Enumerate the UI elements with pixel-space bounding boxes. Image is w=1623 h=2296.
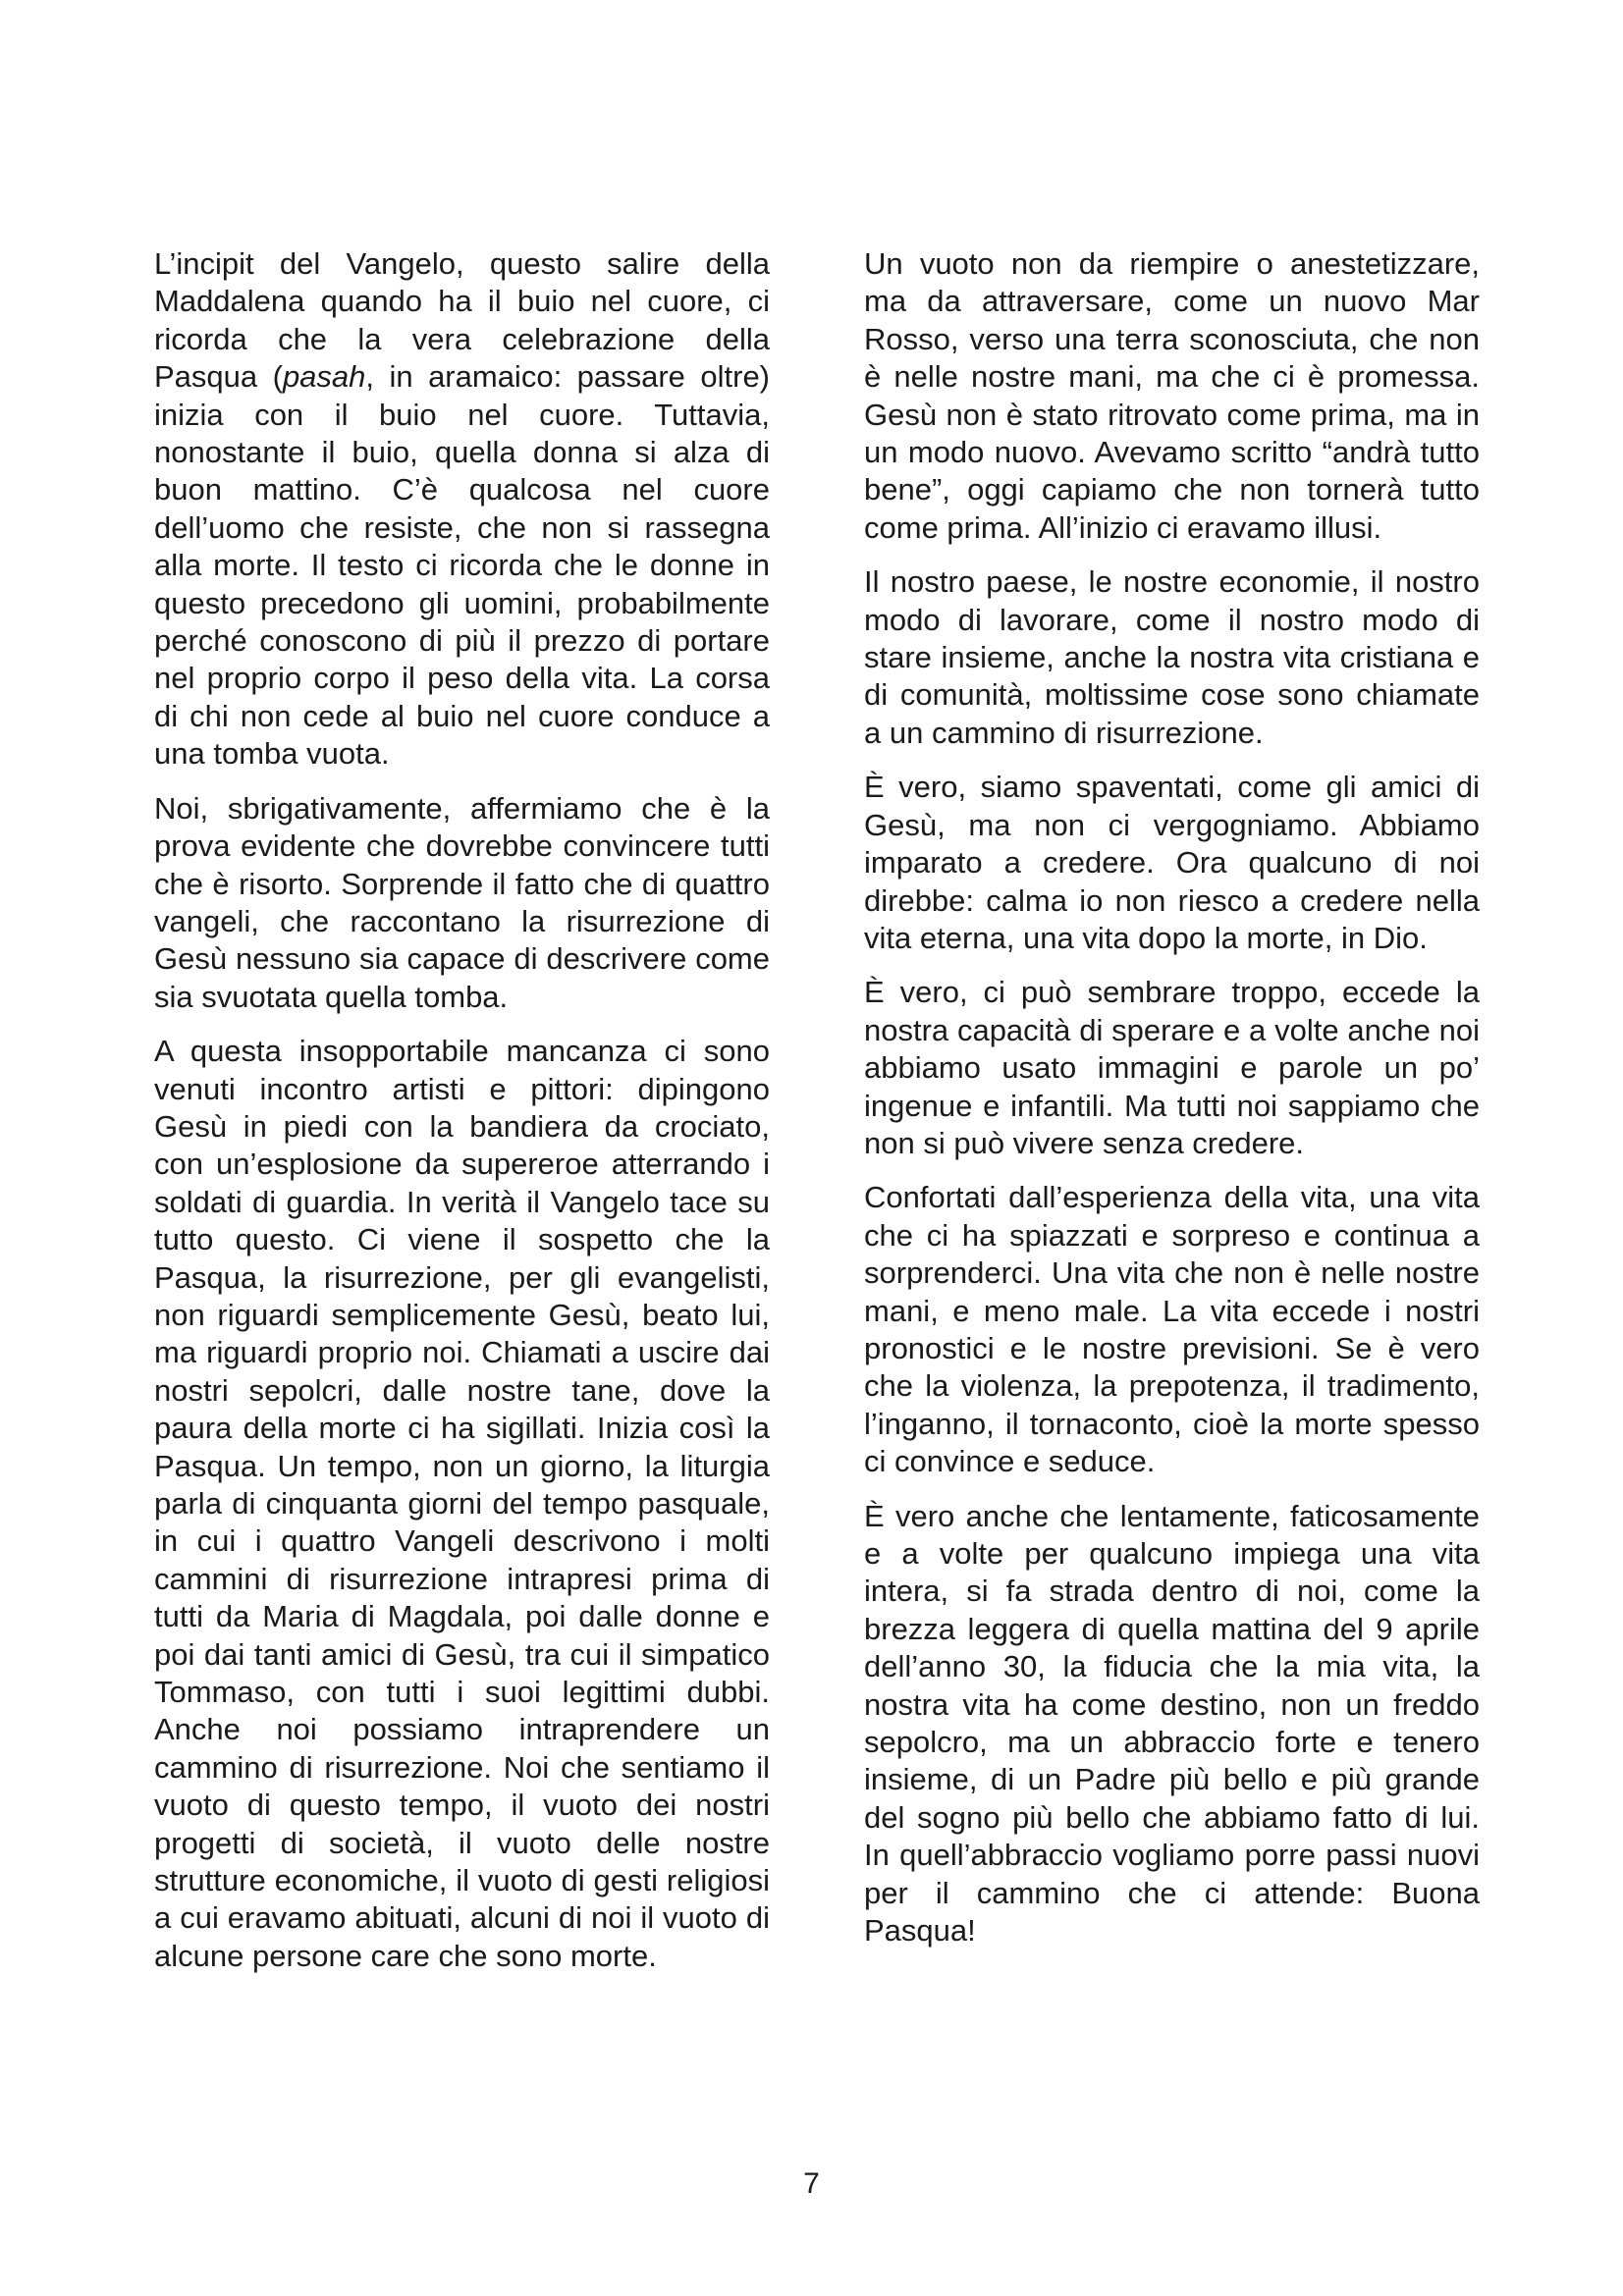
paragraph: È vero, ci può sembrare troppo, eccede la nostra capacità di sperare e a volte anche noi abbiamo usato immagini e parole un po’ ingenue e infantili. Ma tutti noi sappiamo che non si può vivere senza credere. (864, 975, 1480, 1160)
paragraph: È vero, siamo spaventati, come gli amici di Gesù, ma non ci vergogniamo. Abbiamo imparato a credere. Ora qualcuno di noi direbbe: calma io non riesco a credere nella vita eterna, una vita dopo la morte, in Dio. (864, 770, 1480, 955)
paragraph: A questa insopportabile mancanza ci sono venuti incontro artisti e pittori: dipingono Gesù in piedi con la bandiera da crociato, con un’esplosione da supereroe atterrando i soldati di guardia. In verità il Vangelo tace su tutto questo. Ci viene il sospetto che la Pasqua, la risurrezione, per gli evangelisti, non riguardi semplicemente Gesù, beato lui, ma riguardi proprio noi. Chiamati a uscire dai nostri sepolcri, dalle nostre tane, dove la paura della morte ci ha sigillati. Inizia così la Pasqua. Un tempo, non un giorno, la liturgia parla di cinquanta giorni del tempo pasquale, in cui i quattro Vangeli descrivono i molti cammini di risurrezione intrapresi prima di tutti da Maria di Magdala, poi dalle donne e poi dai tanti amici di Gesù, tra cui il simpatico Tommaso, con tutti i suoi legittimi dubbi. Anche noi possiamo intraprendere un cammino di risurrezione. Noi che sentiamo il vuoto di questo tempo, il vuoto dei nostri progetti di società, il vuoto delle nostre strutture economiche, il vuoto di gesti religiosi a cui eravamo abituati, alcuni di noi il vuoto di alcune persone care che sono morte. (154, 1034, 770, 1973)
paragraph: È vero anche che lentamente, faticosamente e a volte per qualcuno impiega una vita intera, si fa strada dentro di noi, come la brezza leggera di quella mattina del 9 aprile dell’anno 30, la fiducia che la mia vita, la nostra vita ha come destino, non un freddo sepolcro, ma un abbraccio forte e tenero insieme, di un Padre più bello e più grande del sogno più bello che abbiamo fatto di lui. In quell’abbraccio vogliamo porre passi nuovi per il cammino che ci attende: Buona Pasqua! (864, 1498, 1480, 1949)
paragraph: Un vuoto non da riempire o anestetizzare, ma da attraversare, come un nuovo Mar Rosso, verso una terra sconosciuta, che non è nelle nostre mani, ma che ci è promessa. Gesù non è stato ritrovato come prima, ma in un modo nuovo. Avevamo scritto “andrà tutto bene”, oggi capiamo che non tornerà tutto come prima. All’inizio ci eravamo illusi. (864, 246, 1480, 545)
paragraph: Confortati dall’esperienza della vita, una vita che ci ha spiazzati e sorpreso e continua a sorprenderci. Una vita che non è nelle nostre mani, e meno male. La vita eccede i nostri pronostici e le nostre previsioni. Se è vero che la violenza, la prepotenza, il tradimento, l’inganno, il tornaconto, cioè la morte spesso ci convince e seduce. (864, 1180, 1480, 1479)
left-column (154, 245, 770, 1992)
paragraph: Il nostro paese, le nostre economie, il nostro modo di lavorare, come il nostro modo di stare insieme, anche la nostra vita cristiana e di comunità, moltissime cose sono chiamate a un cammino di risurrezione. (864, 564, 1480, 750)
page-number: 7 (803, 2167, 820, 2200)
right-column (864, 245, 1480, 1966)
paragraph (154, 245, 770, 774)
paragraph-text: , in aramaico: passare oltre) inizia con il buio nel cuore. Tuttavia, nonostante il buio, quella donna si alza di buon mattino. C’è qualcosa nel cuore dell’uomo che resiste, che non si rassegna alla morte. Il testo ci ricorda che le donne in questo precedono gli uomini, probabilmente perché conoscono di più il prezzo di portare nel proprio corpo il peso della vita. La corsa di chi non cede al buio nel cuore conduce a una tomba vuota. (154, 359, 771, 772)
paragraph-text: L’incipit del Vangelo, questo salire della Maddalena quando ha il buio nel cuore, ci ricorda che la vera celebrazione della Pasqua ( (154, 246, 770, 395)
paragraph: Noi, sbrigativamente, affermiamo che è la prova evidente che dovrebbe convincere tutti che è risorto. Sorprende il fatto che di quattro vangeli, che raccontano la risurrezione di Gesù nessuno sia capace di descrivere come sia svuotata quella tomba. (154, 790, 770, 1014)
italic-term: pasah (282, 359, 366, 395)
